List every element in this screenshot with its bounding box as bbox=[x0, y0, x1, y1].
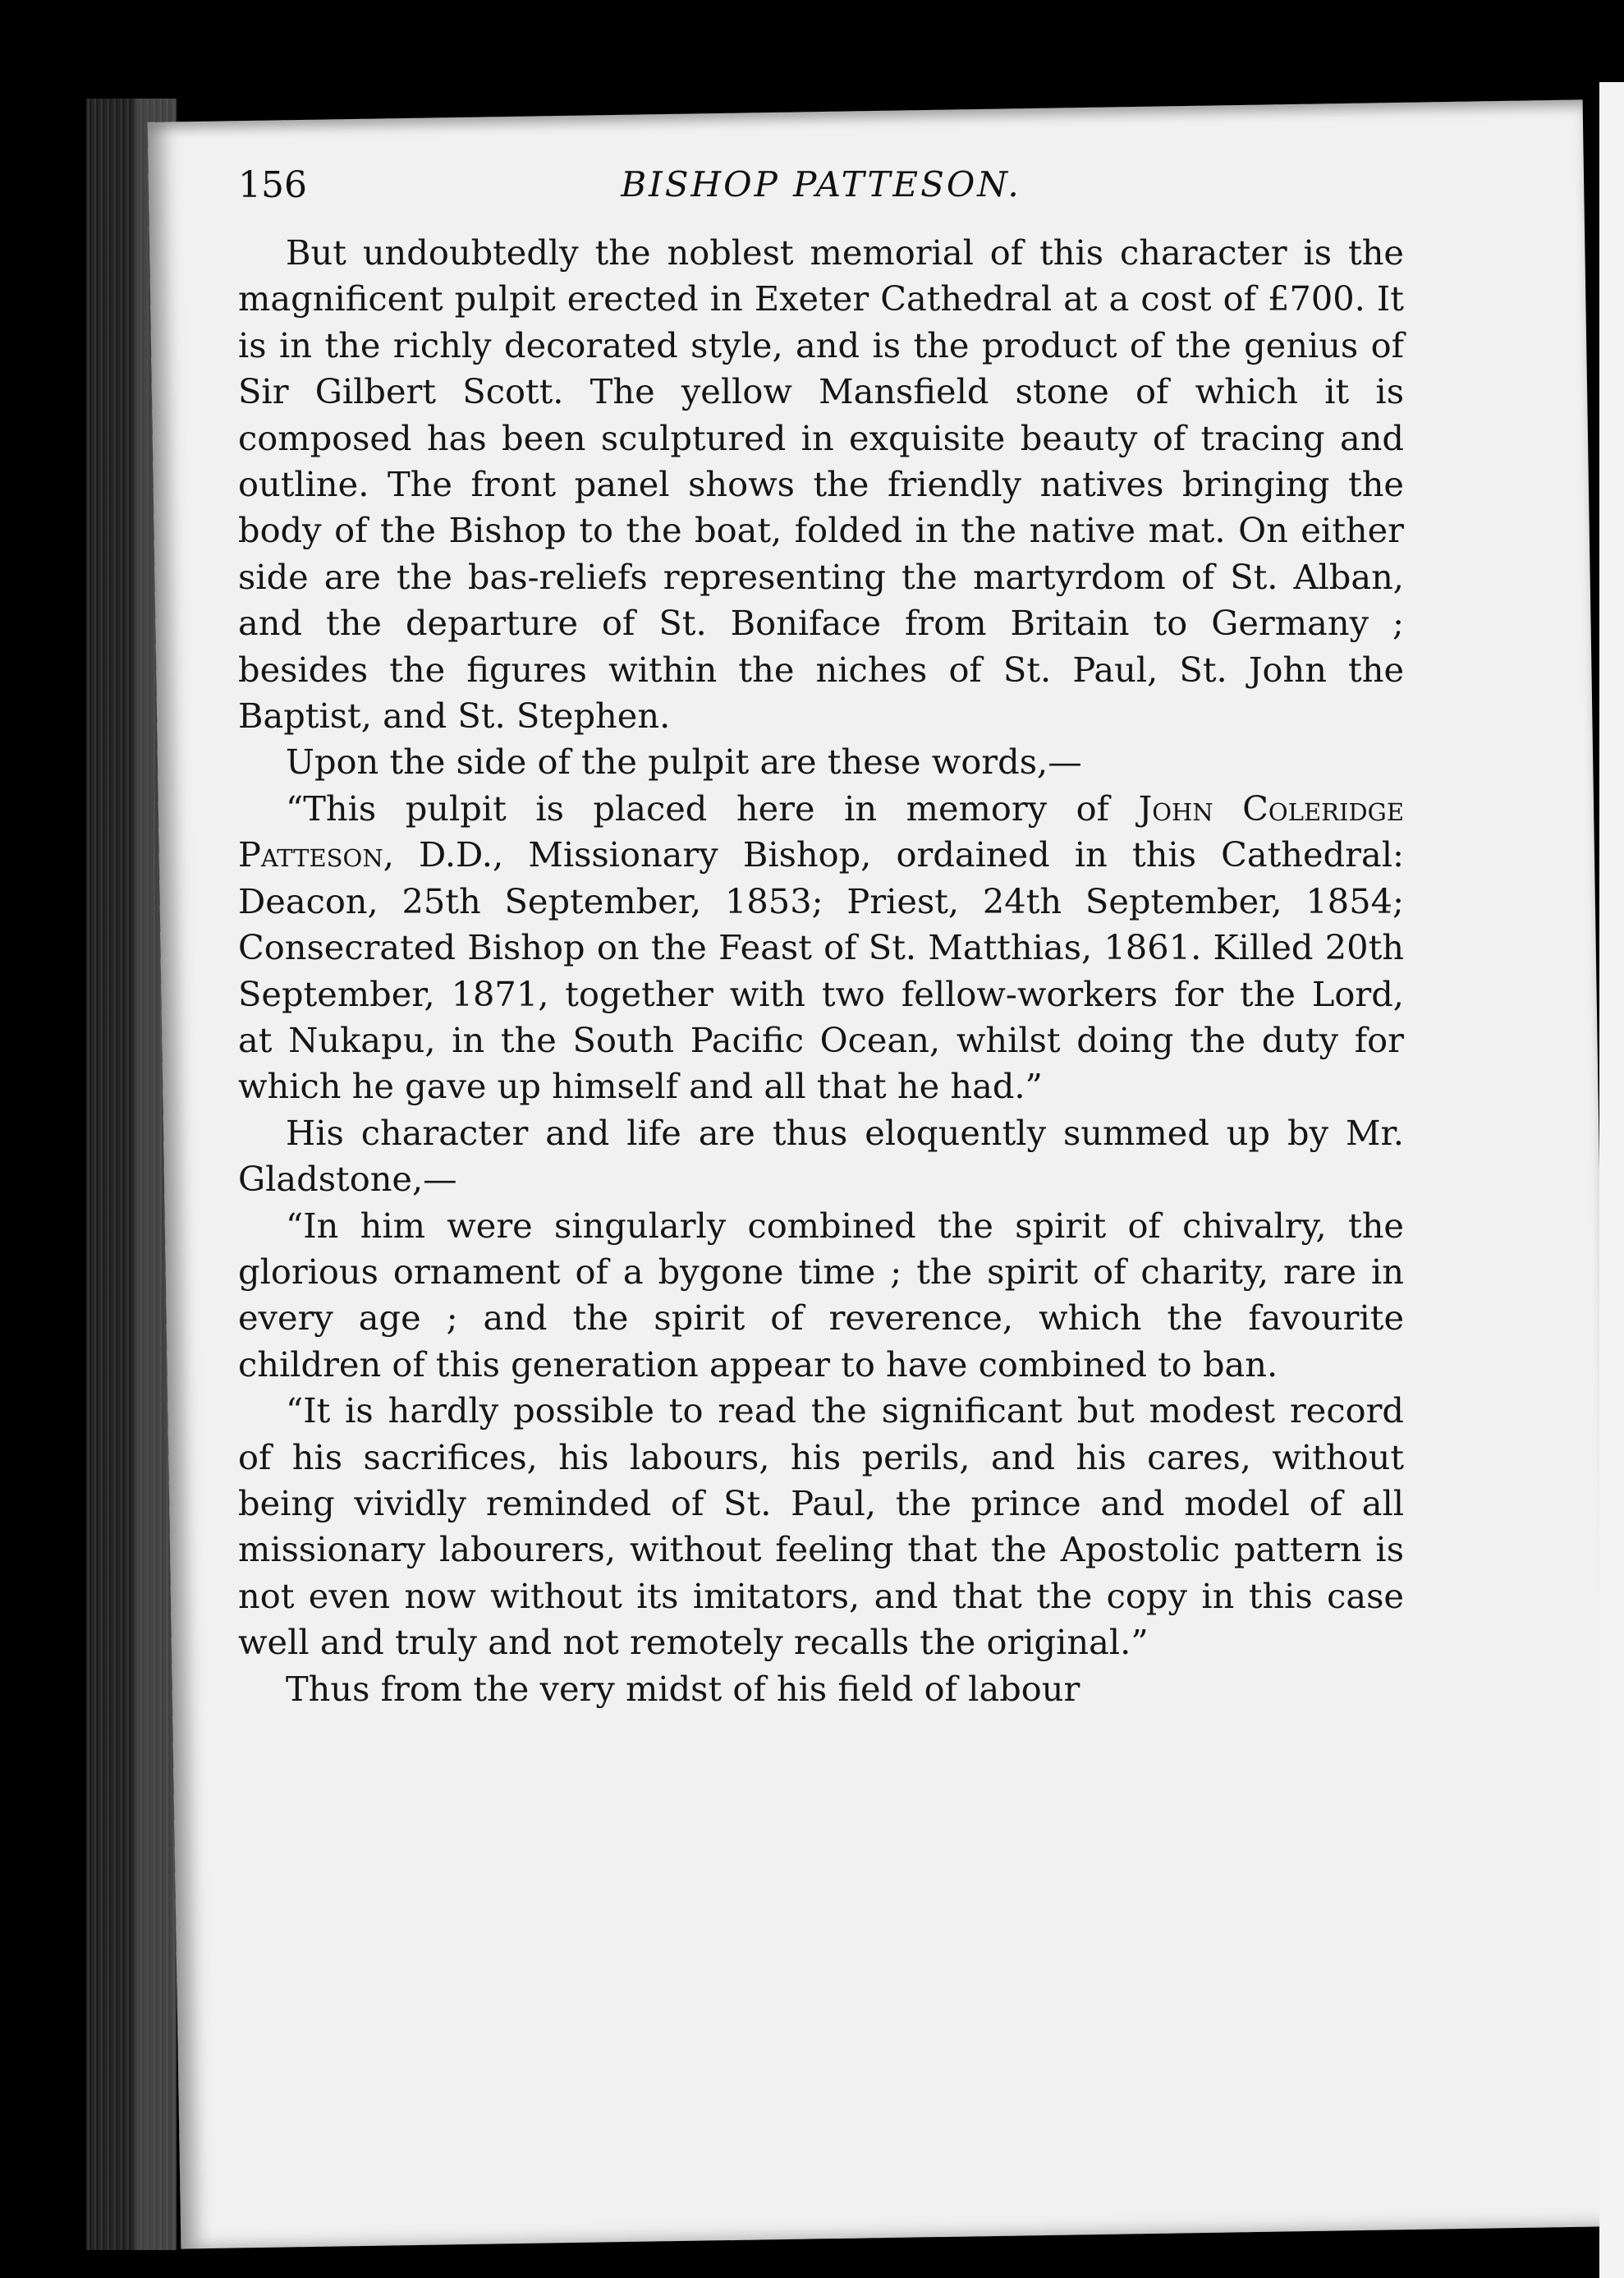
paragraph-gladstone-quote-1: “In him were singularly combined the spirit of chivalry, the glorious ornament of a bygone time ; the spirit of charity, rare in every age ; and the spirit of reverence, which the favourite children of this generation appear to have combined to ban. bbox=[238, 1205, 1404, 1385]
paragraph-pulpit-words-intro: Upon the side of the pulpit are these words,— bbox=[286, 742, 1082, 783]
page-header bbox=[238, 164, 1404, 222]
paragraph-gladstone-quote-2: “It is hardly possible to read the significant but modest record of his sacrifices, his labours, his perils, and his cares, without being vividly reminded of St. Paul, the prince and model of all missionary labourers, without feeling that the Apostolic pattern is not even now without its imitators, and that the copy in this case well and truly and not remotely recalls the original.” bbox=[238, 1390, 1404, 1663]
inscription-name: John Coleridge Patteson, bbox=[238, 788, 1404, 875]
inscription-opening: “This pulpit is placed here in memory of bbox=[286, 788, 1139, 829]
inscription-text: D.D., Missionary Bishop, ordained in this Cathedral: Deacon, 25th September, 1853; Priest, 24th September, 1854; Consecrated Bishop on the Feast of St. Matthias, 1861. Killed 20th September, 1871, together with two fellow-workers for the Lord, at Nukapu, in the South Pacific Ocean, whilst doing the duty for which he gave up himself and all that he had.” bbox=[238, 834, 1404, 1107]
running-head: BISHOP PATTESON. bbox=[621, 164, 1021, 204]
paragraph-pulpit-inscription bbox=[238, 786, 1404, 1110]
body-text bbox=[238, 230, 1404, 1712]
paragraph-gladstone-intro: His character and life are thus eloquently summed up by Mr. Gladstone,— bbox=[238, 1112, 1404, 1200]
right-page-edge bbox=[1599, 82, 1624, 2278]
paragraph-pulpit-memorial: But undoubtedly the noblest memorial of this character is the magnificent pulpit erected in Exeter Cathedral at a cost of £700. It is in the richly decorated style, and is the product of the genius of Sir Gilbert Scott. The yellow Mansfield stone of which it is composed has been sculptured in exquisite beauty of tracing and outline. The front panel shows the friendly natives bringing the body of the Bishop to the boat, folded in the native mat. On either side are the bas-reliefs representing the martyrdom of St. Alban, and the departure of St. Boniface from Britain to Germany ; besides the figures within the niches of St. Paul, St. John the Baptist, and St. Stephen. bbox=[238, 232, 1404, 737]
page-number: 156 bbox=[238, 164, 307, 206]
paragraph-closing-line: Thus from the very midst of his field of labour bbox=[286, 1668, 1080, 1709]
